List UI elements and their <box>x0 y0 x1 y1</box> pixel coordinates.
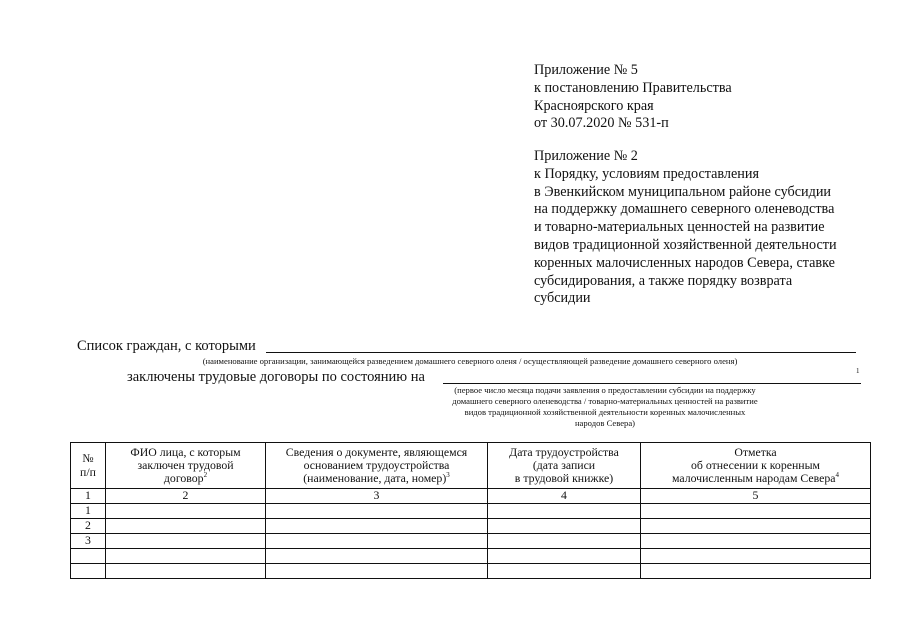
header-text: Сведения о документе, являющемся <box>285 444 468 459</box>
appendix-2-line: субсидирования, а также порядку возврата <box>534 272 793 289</box>
appendix-5-line: Приложение № 5 <box>534 62 638 78</box>
header-text: п/п <box>80 464 96 479</box>
header-text: договор <box>163 471 204 486</box>
header-text: об отнесении к коренным <box>691 457 820 472</box>
table-header-cell <box>641 443 871 489</box>
table-row <box>71 534 871 549</box>
appendix-2-line: Приложение № 2 <box>534 148 638 164</box>
table-cell[interactable] <box>71 564 106 579</box>
table-row <box>71 504 871 519</box>
table-header-cell <box>488 443 641 489</box>
appendix-2-line: субсидии <box>534 290 591 307</box>
header-text: (наименование, дата, номер) <box>303 471 447 486</box>
table-header-cell <box>266 443 488 489</box>
date-note <box>400 385 810 429</box>
appendix-5-line: от 30.07.2020 № 531-п <box>534 115 669 132</box>
column-number-cell: 5 <box>641 489 871 504</box>
date-blank <box>443 383 861 384</box>
appendix-2-line: к Порядку, условиям предоставления <box>534 165 760 182</box>
appendix-2-line: коренных малочисленных народов Севера, ставке <box>534 254 835 271</box>
table-cell[interactable] <box>641 549 871 564</box>
header-text: ФИО лица, с которым <box>130 444 241 459</box>
appendix-2-block <box>534 148 874 308</box>
appendix-5-line: к постановлению Правительства <box>534 79 732 96</box>
header-text: Отметка <box>734 444 777 459</box>
date-note-line: народов Севера) <box>574 418 636 428</box>
table-cell[interactable] <box>641 504 871 519</box>
footnote-mark: 3 <box>446 471 450 480</box>
table-cell[interactable] <box>106 534 266 549</box>
appendix-5-line: Красноярского края <box>534 97 654 114</box>
appendix-2-line: на поддержку домашнего северного оленеводства <box>534 201 835 218</box>
column-number-cell: 1 <box>71 489 106 504</box>
table-cell[interactable] <box>71 549 106 564</box>
date-note-line: домашнего северного оленеводства / товарно-материальных ценностей на развитие <box>452 396 758 406</box>
date-note-line: видов традиционной хозяйственной деятельности коренных малочисленных <box>464 407 746 417</box>
table-cell[interactable] <box>106 504 266 519</box>
table-cell[interactable] <box>106 519 266 534</box>
table-cell[interactable] <box>266 534 488 549</box>
table-cell[interactable] <box>641 564 871 579</box>
table-cell[interactable]: 1 <box>71 504 106 519</box>
appendix-2-line: в Эвенкийском муниципальном районе субсидии <box>534 183 832 200</box>
table-row <box>71 549 871 564</box>
header-text: в трудовой книжке) <box>514 471 614 486</box>
header-text: Дата трудоустройства <box>509 444 619 459</box>
table-cell[interactable] <box>106 549 266 564</box>
table-header-cell <box>106 443 266 489</box>
footnote-mark-1: 1 <box>856 367 860 375</box>
employees-table <box>70 442 871 579</box>
table-cell[interactable] <box>488 504 641 519</box>
table-row <box>71 519 871 534</box>
table-cell[interactable] <box>106 564 266 579</box>
table-cell[interactable] <box>641 534 871 549</box>
table-cell[interactable] <box>488 534 641 549</box>
header-text: малочисленным народам Севера <box>671 471 836 486</box>
table-header-cell <box>71 443 106 489</box>
column-number-cell: 2 <box>106 489 266 504</box>
appendix-2-line: видов традиционной хозяйственной деятельности <box>534 236 837 253</box>
table-cell[interactable] <box>266 519 488 534</box>
footnote-mark: 2 <box>203 471 208 480</box>
column-number-cell: 4 <box>488 489 641 504</box>
organization-name-blank <box>266 352 856 353</box>
date-note-line: (первое число месяца подачи заявления о предоставлении субсидии на поддержку <box>454 385 756 395</box>
table-cell[interactable] <box>266 549 488 564</box>
table-cell[interactable] <box>488 564 641 579</box>
table-cell[interactable]: 3 <box>71 534 106 549</box>
footnote-mark: 4 <box>835 471 840 480</box>
table-cell[interactable]: 2 <box>71 519 106 534</box>
header-text: заключен трудовой <box>137 457 234 472</box>
list-heading-line2: заключены трудовые договоры по состоянию на <box>127 369 425 385</box>
table-cell[interactable] <box>488 549 641 564</box>
table-cell[interactable] <box>266 564 488 579</box>
header-text: № <box>82 451 94 466</box>
column-number-cell: 3 <box>266 489 488 504</box>
table-cell[interactable] <box>266 504 488 519</box>
list-heading-line1: Список граждан, с которыми <box>77 338 256 354</box>
table-header-row <box>71 443 871 489</box>
table-row <box>71 564 871 579</box>
appendix-5-block <box>534 62 874 133</box>
column-number-row <box>71 489 871 504</box>
organization-name-note: (наименование организации, занимающейся разведением домашнего северного оленя / осуществляющей разведение домашнего северного оленя) <box>202 356 738 366</box>
table-cell[interactable] <box>488 519 641 534</box>
table-cell[interactable] <box>641 519 871 534</box>
header-text: основанием трудоустройства <box>303 457 450 472</box>
header-text: (дата записи <box>532 457 596 472</box>
appendix-2-line: и товарно-материальных ценностей на развитие <box>534 219 825 236</box>
